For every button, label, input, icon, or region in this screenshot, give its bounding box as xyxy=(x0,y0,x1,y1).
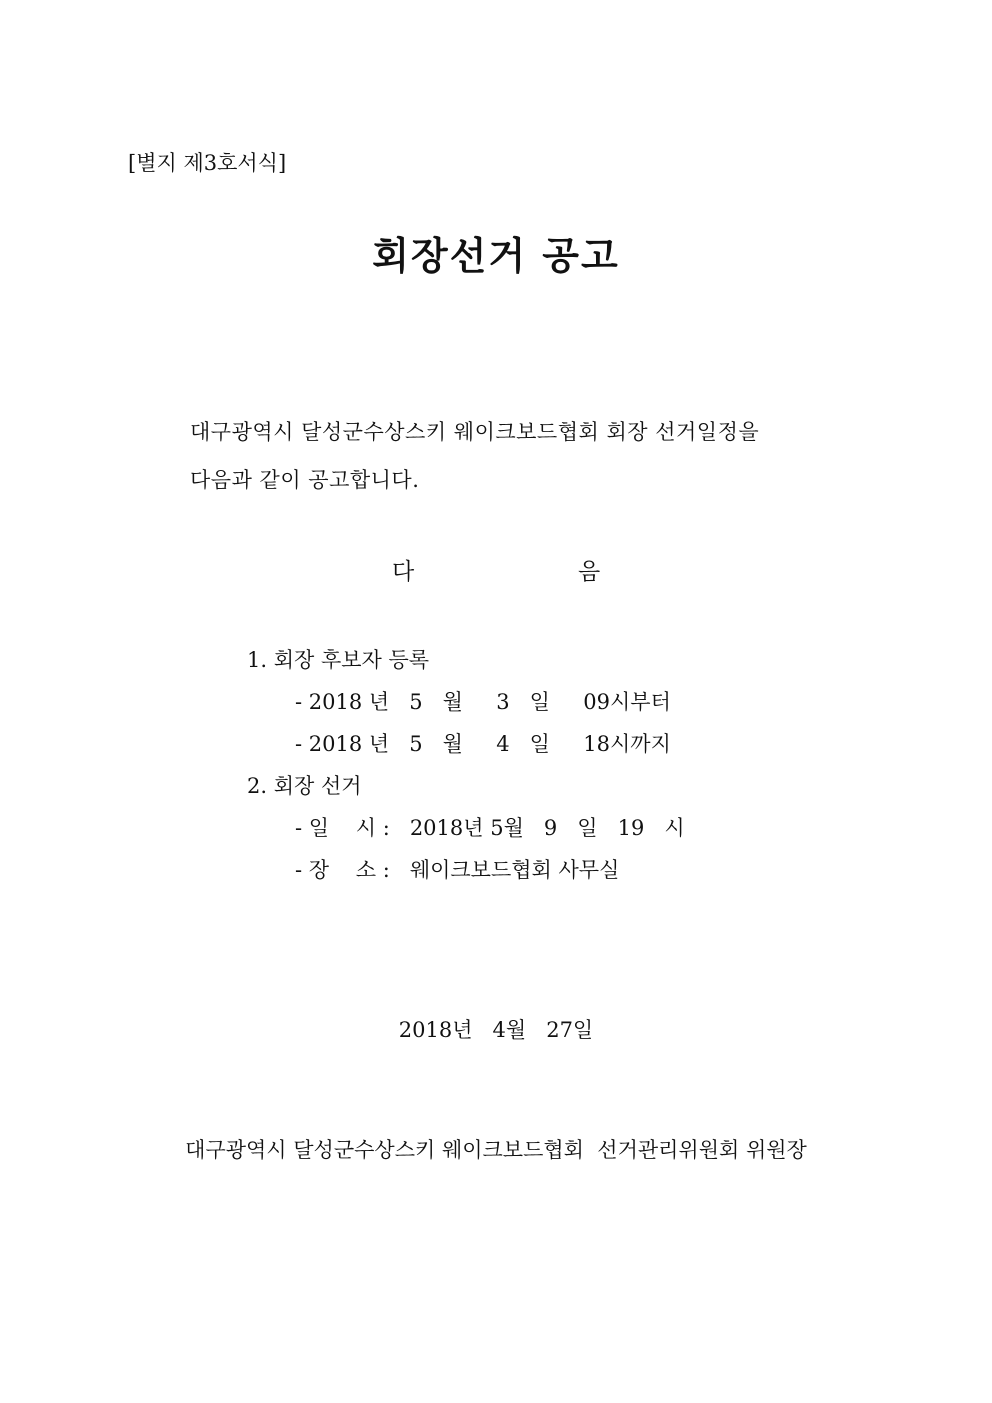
document-date: 2018년 4월 27일 xyxy=(398,1018,594,1042)
page-title: 회장선거 공고 xyxy=(372,233,620,278)
election-datetime: - 일 시 : 2018년 5월 9 일 19 시 xyxy=(295,816,685,840)
intro-line-2: 다음과 같이 공고합니다. xyxy=(190,468,420,492)
intro-line-1: 대구광역시 달성군수상스키 웨이크보드협회 회장 선거일정을 xyxy=(190,420,760,444)
registration-start: - 2018 년 5 월 3 일 09시부터 xyxy=(295,690,671,714)
section-election-heading: 2. 회장 선거 xyxy=(247,774,362,798)
signature-line: 대구광역시 달성군수상스키 웨이크보드협회 선거관리위원회 위원장 xyxy=(185,1138,807,1162)
election-place: - 장 소 : 웨이크보드협회 사무실 xyxy=(295,858,620,882)
form-label: [별지 제3호서식] xyxy=(128,151,287,175)
notice-heading-left: 다 xyxy=(392,559,415,585)
notice-heading-right: 음 xyxy=(578,559,601,585)
registration-end: - 2018 년 5 월 4 일 18시까지 xyxy=(295,732,671,756)
section-candidate-registration-heading: 1. 회장 후보자 등록 xyxy=(247,648,430,672)
